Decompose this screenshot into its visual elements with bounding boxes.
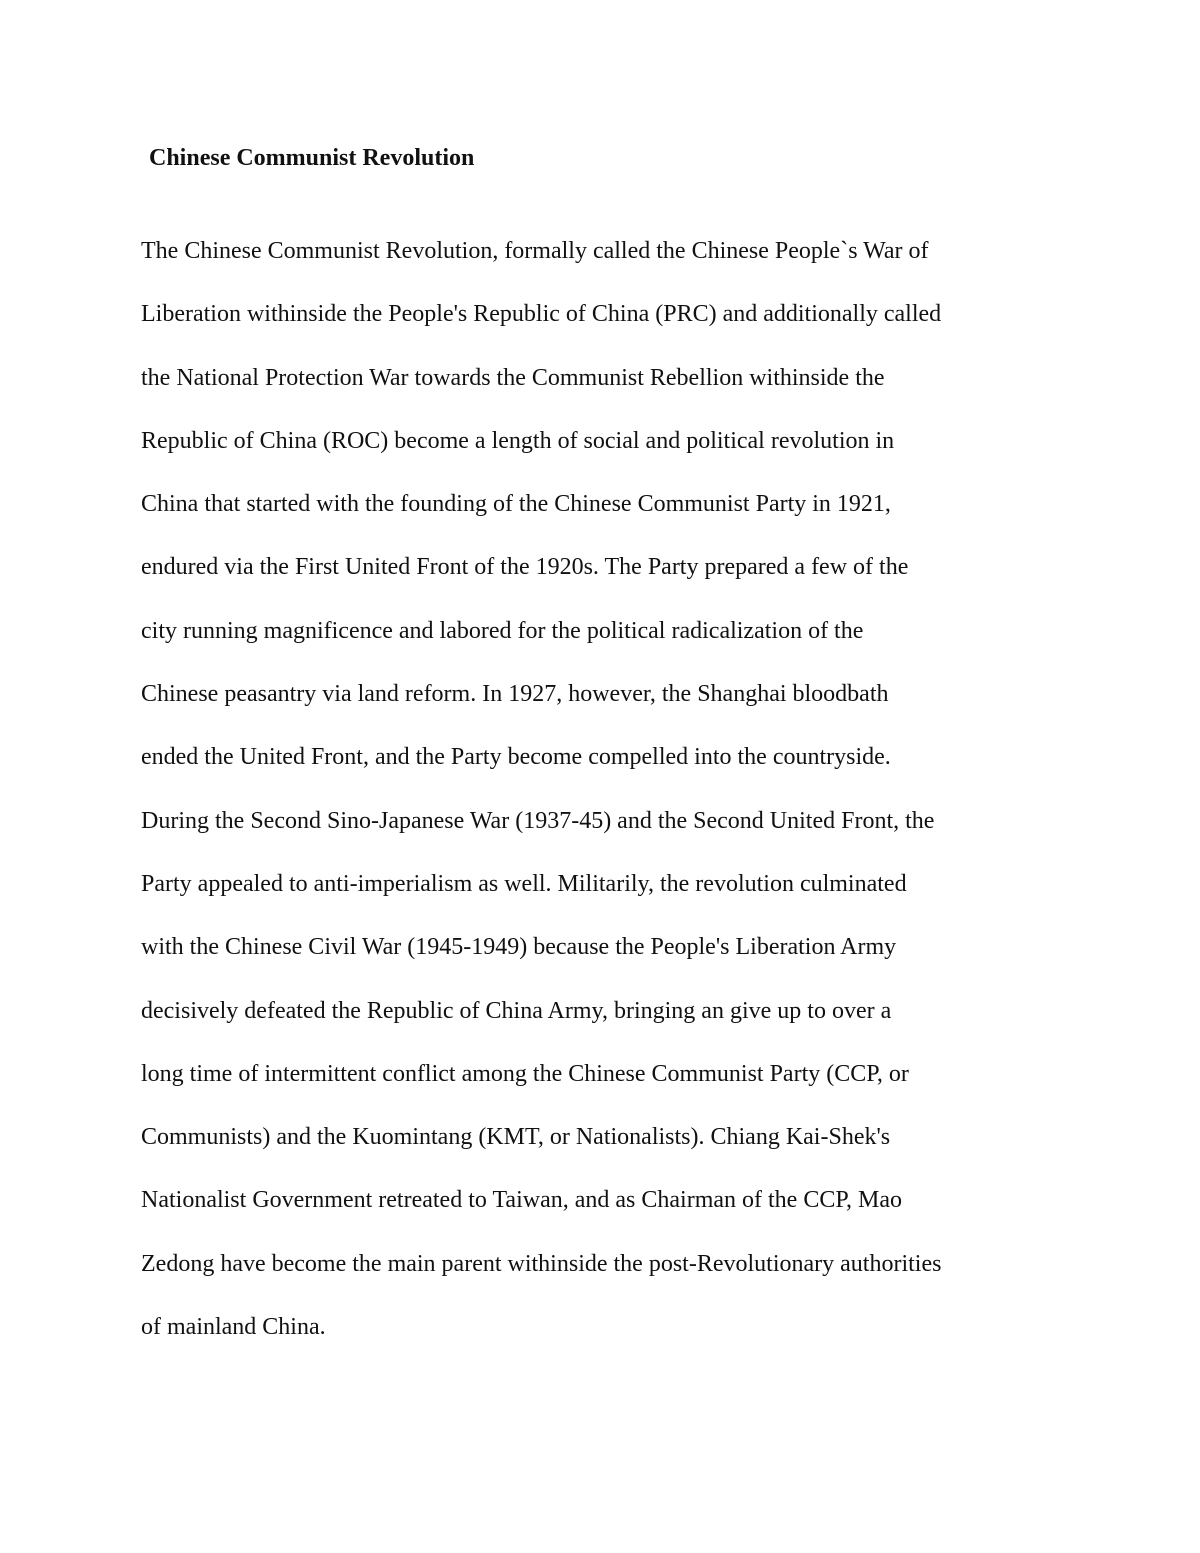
document-title: Chinese Communist Revolution bbox=[149, 145, 475, 171]
body-line: China that started with the founding of the Chinese Communist Party in 1921, bbox=[141, 491, 891, 518]
body-line: The Chinese Communist Revolution, formally called the Chinese People`s War of bbox=[141, 238, 929, 264]
body-line: During the Second Sino-Japanese War (1937-45) and the Second United Front, the bbox=[141, 807, 935, 834]
body-line: Liberation withinside the People's Republic of China (PRC) and additionally called bbox=[141, 301, 942, 328]
body-line: Nationalist Government retreated to Taiwan, and as Chairman of the CCP, Mao bbox=[141, 1187, 903, 1214]
body-line: Republic of China (ROC) become a length of social and political revolution in bbox=[141, 427, 895, 454]
body-line: long time of intermittent conflict among the Chinese Communist Party (CCP, or bbox=[141, 1060, 909, 1087]
body-line: of mainland China. bbox=[141, 1314, 326, 1341]
document-body bbox=[141, 232, 941, 1371]
body-line: decisively defeated the Republic of China Army, bringing an give up to over a bbox=[141, 997, 892, 1024]
body-line: Communists) and the Kuomintang (KMT, or Nationalists). Chiang Kai-Shek's bbox=[141, 1124, 891, 1151]
body-line: endured via the First United Front of the 1920s. The Party prepared a few of the bbox=[141, 554, 909, 581]
body-line: city running magnificence and labored for the political radicalization of the bbox=[141, 617, 864, 644]
body-line: Party appealed to anti-imperialism as well. Militarily, the revolution culminated bbox=[141, 870, 907, 897]
body-line: the National Protection War towards the Communist Rebellion withinside the bbox=[141, 364, 885, 391]
body-line: Chinese peasantry via land reform. In 1927, however, the Shanghai bloodbath bbox=[141, 681, 889, 708]
body-line: Zedong have become the main parent withinside the post-Revolutionary authorities bbox=[141, 1250, 942, 1277]
body-line: ended the United Front, and the Party become compelled into the countryside. bbox=[141, 744, 891, 771]
body-line: with the Chinese Civil War (1945-1949) because the People's Liberation Army bbox=[141, 934, 897, 961]
